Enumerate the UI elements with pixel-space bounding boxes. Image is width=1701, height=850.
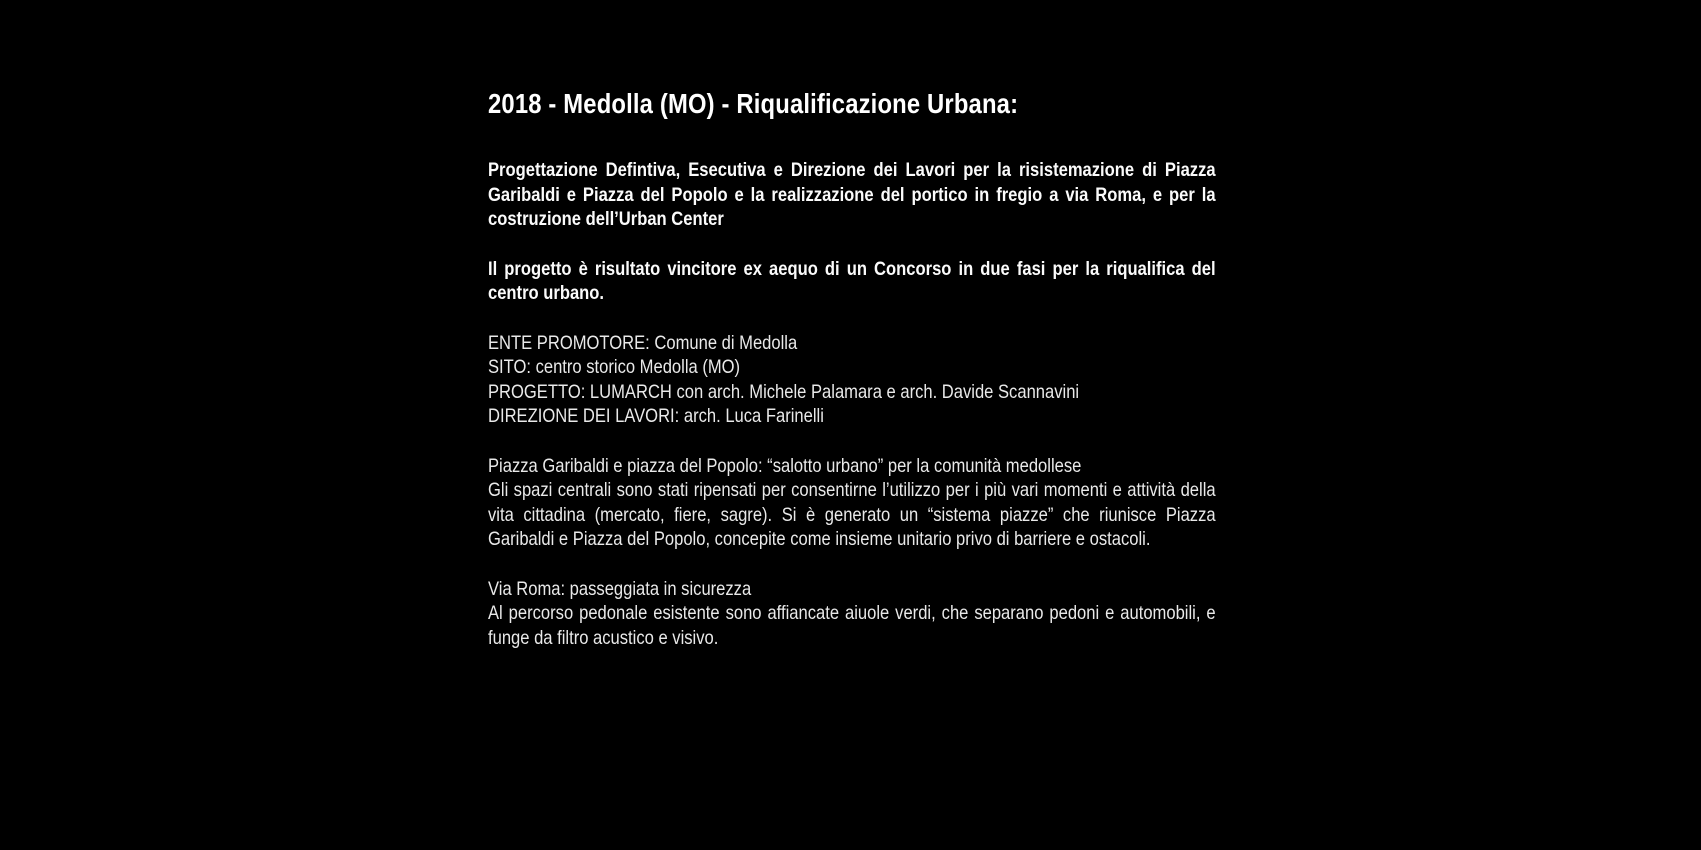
award-paragraph: Il progetto è risultato vincitore ex aequo di un Concorso in due fasi per la riqualifica del centro urbano.	[488, 257, 1216, 304]
section-piazze-lead: Piazza Garibaldi e piazza del Popolo: “salotto urbano” per la comunità medollese	[488, 454, 1082, 477]
project-description-document	[488, 88, 1216, 650]
section-via-roma	[488, 577, 1216, 651]
section-via-roma-lead: Via Roma: passeggiata in sicurezza	[488, 577, 752, 600]
section-via-roma-body: Al percorso pedonale esistente sono affiancate aiuole verdi, che separano pedoni e automobili, e funge da filtro acustico e visivo.	[488, 602, 1216, 649]
credit-sito: SITO: centro storico Medolla (MO)	[488, 356, 741, 378]
page-title: 2018 - Medolla (MO) - Riqualificazione Urbana:	[488, 88, 1019, 119]
credit-progetto: PROGETTO: LUMARCH con arch. Michele Palamara e arch. Davide Scannavini	[488, 380, 1080, 403]
credits-list	[488, 331, 1216, 429]
section-piazze	[488, 454, 1216, 552]
credit-direzione-lavori: DIREZIONE DEI LAVORI: arch. Luca Farinelli	[488, 405, 824, 427]
section-piazze-body: Gli spazi centrali sono stati ripensati per consentirne l’utilizzo per i più vari momenti e attività della vita cittadina (mercato, fiere, sagre). Si è generato un “sistema piazze” che riunisce Piazza Garibaldi e Piazza del Popolo, concepite come insieme unitario privo di barriere e ostacoli.	[488, 479, 1216, 550]
intro-paragraph: Progettazione Defintiva, Esecutiva e Direzione dei Lavori per la risistemazione di Piazza Garibaldi e Piazza del Popolo e la realizzazione del portico in fregio a via Roma, e per la costruzione dell’Urban Center	[488, 159, 1216, 230]
credit-ente-promotore: ENTE PROMOTORE: Comune di Medolla	[488, 331, 798, 354]
